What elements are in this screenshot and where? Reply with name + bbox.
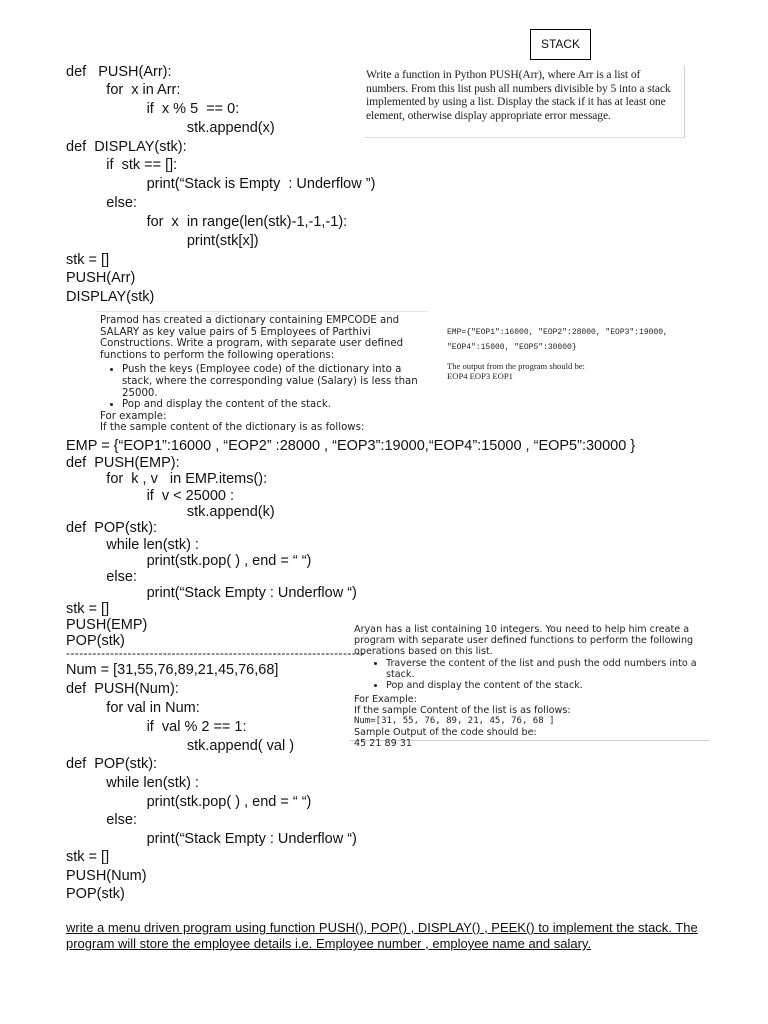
task-part2: to implement the stack. The program will store the employee details i.e. Employee number , employee name and salary. xyxy=(66,920,698,951)
question3-output: 45 21 89 31 xyxy=(354,738,412,749)
question3-example-label: For Example: xyxy=(354,694,417,705)
code-line: def PUSH(Arr): xyxy=(66,64,172,80)
list-item: • Traverse the content of the list and push the odd numbers into a stack. xyxy=(386,658,706,680)
section-separator: -------------------------------------------------------------------- xyxy=(66,646,365,660)
question3-output-label: Sample Output of the code should be: xyxy=(354,727,537,738)
code-line: if v < 25000 : xyxy=(66,488,235,504)
sample-dict-line2: "EOP4":15000, "EOP5":30000} xyxy=(447,343,577,352)
question3-intro: Aryan has a list containing 10 integers. You need to help him create a program with separate user defined functions to perform the following operations based on this list. xyxy=(354,624,694,657)
code-line: else: xyxy=(66,195,137,211)
code-line: while len(stk) : xyxy=(66,775,199,791)
question2-image xyxy=(96,311,428,434)
code-line: stk.append(k) xyxy=(66,504,275,520)
sample-output: EOP4 EOP3 EOP1 xyxy=(447,371,513,381)
task-description xyxy=(66,920,726,952)
code-line: for k , v in EMP.items(): xyxy=(66,471,268,487)
code-line: print(“Stack Empty : Underflow “) xyxy=(66,585,357,601)
question1-text: Write a function in Python PUSH(Arr), where Arr is a list of numbers. From this list push all numbers divisible by 5 into a stack implemented by using a list. Display the stack if it has at least one element, otherwise display appropriate error message. xyxy=(366,68,671,122)
question3-image xyxy=(350,621,710,749)
list-item: • Pop and display the content of the stack. xyxy=(122,399,424,411)
sample-output-label: The output from the program should be: xyxy=(447,361,585,371)
question2-sample-image xyxy=(447,325,687,395)
code-line: Num = [31,55,76,89,21,45,76,68] xyxy=(66,662,279,678)
question2-example-text: If the sample content of the dictionary is as follows: xyxy=(100,422,365,434)
task-part1: write a menu driven program using function xyxy=(66,920,319,935)
code-line: if val % 2 == 1: xyxy=(66,719,247,735)
code-line: def POP(stk): xyxy=(66,520,158,536)
question2-intro: Pramod has created a dictionary containing EMPCODE and SALARY as key value pairs of 5 Employees of Parthivi Constructions. Write a program, with separate user defined functions to perform the following operations: xyxy=(100,315,404,361)
list-item: • Pop and display the content of the stack. xyxy=(386,680,706,691)
code-line: stk.append( val ) xyxy=(66,738,295,754)
question1-image xyxy=(363,66,685,138)
code-line: def PUSH(Num): xyxy=(66,681,179,697)
code-line: else: xyxy=(66,812,137,828)
code-line: for x in Arr: xyxy=(66,82,181,98)
code-line: stk = [] xyxy=(66,601,110,617)
code-line: if stk == []: xyxy=(66,157,178,173)
code-line: print(stk.pop( ) , end = “ “) xyxy=(66,794,312,810)
question2-bullets xyxy=(100,364,424,410)
code-line: print(“Stack Empty : Underflow “) xyxy=(66,831,357,847)
stack-title-box: STACK xyxy=(530,29,591,60)
code-line: for x in range(len(stk)-1,-1,-1): xyxy=(66,214,348,230)
question3-example-text: If the sample Content of the list is as follows: xyxy=(354,705,571,716)
code-line: stk = [] xyxy=(66,849,110,865)
code-line: print(“Stack is Empty : Underflow ”) xyxy=(66,176,376,192)
code-line: POP(stk) xyxy=(66,633,125,649)
question3-sample-list: Num=[31, 55, 76, 89, 21, 45, 76, 68 ] xyxy=(354,716,555,726)
question2-example-label: For example: xyxy=(100,410,167,422)
code-line: for val in Num: xyxy=(66,700,200,716)
list-item: • Push the keys (Employee code) of the dictionary into a stack, where the corresponding value (Salary) is less than 25000. xyxy=(122,364,424,399)
code-line: POP(stk) xyxy=(66,886,125,902)
code-line: while len(stk) : xyxy=(66,537,199,553)
code-line: PUSH(EMP) xyxy=(66,617,148,633)
code-line: else: xyxy=(66,569,137,585)
code-line: stk.append(x) xyxy=(66,120,275,136)
code-line: def DISPLAY(stk): xyxy=(66,139,187,155)
code-line: print(stk[x]) xyxy=(66,233,259,249)
code-line: if x % 5 == 0: xyxy=(66,101,240,117)
code-line: EMP = {“EOP1”:16000 , “EOP2” :28000 , “EOP3”:19000,“EOP4”:15000 , “EOP5”:30000 } xyxy=(66,438,636,454)
task-functions: PUSH(), POP() , DISPLAY() , PEEK() xyxy=(318,920,539,935)
question3-bullets xyxy=(354,658,706,691)
sample-dict-line1: EMP={"EOP1":16000, "EOP2":28000, "EOP3":19000, xyxy=(447,328,668,337)
code-line: def PUSH(EMP): xyxy=(66,455,180,471)
code-line: print(stk.pop( ) , end = “ “) xyxy=(66,553,312,569)
code-line: PUSH(Arr) xyxy=(66,270,136,286)
code-line: stk = [] xyxy=(66,252,110,268)
code-line: def POP(stk): xyxy=(66,756,158,772)
code-line: PUSH(Num) xyxy=(66,868,147,884)
code-line: DISPLAY(stk) xyxy=(66,289,155,305)
